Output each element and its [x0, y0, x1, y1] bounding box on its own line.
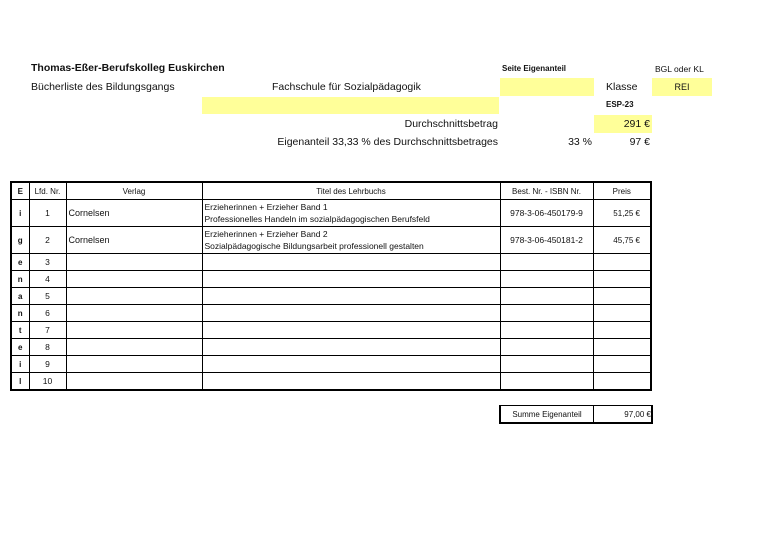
sum-value: 97,00 €: [624, 410, 651, 419]
program-name: Fachschule für Sozialpädagogik: [272, 81, 421, 93]
title-line-1: Erzieherinnen + Erzieher Band 1: [204, 202, 328, 212]
seite-eigenanteil-label: Seite Eigenanteil: [502, 64, 567, 73]
seite-eigenanteil-field[interactable]: [500, 78, 594, 96]
header-titel: Titel des Lehrbuchs: [202, 182, 500, 200]
isbn-cell[interactable]: [500, 288, 593, 305]
durchschnitt-value[interactable]: 291 €: [623, 118, 650, 130]
row-number: 3: [29, 254, 66, 271]
durchschnitt-label: Durchschnittsbetrag: [404, 118, 498, 130]
side-letter: e: [11, 339, 29, 356]
table-row: [11, 305, 651, 322]
klasse-value[interactable]: REI: [674, 82, 690, 92]
verlag-cell[interactable]: [66, 322, 202, 339]
title-cell[interactable]: [202, 339, 500, 356]
table-row: [11, 271, 651, 288]
isbn-cell[interactable]: [500, 373, 593, 391]
title-line-2: Professionelles Handeln im sozialpädagogischen Berufsfeld: [204, 214, 430, 224]
title-cell[interactable]: [202, 254, 500, 271]
title-cell[interactable]: [202, 227, 500, 254]
price-cell[interactable]: [593, 288, 651, 305]
title-cell[interactable]: [202, 271, 500, 288]
bgl-oder-kl-label: BGL oder KL: [655, 64, 704, 74]
verlag-cell[interactable]: [66, 288, 202, 305]
school-name: Thomas-Eßer-Berufskolleg Euskirchen: [31, 62, 225, 74]
isbn-cell[interactable]: 978-3-06-450181-2: [500, 227, 593, 254]
verlag-cell[interactable]: Cornelsen: [66, 227, 202, 254]
book-list-table: [10, 181, 652, 391]
table-row: [11, 356, 651, 373]
title-cell[interactable]: [202, 356, 500, 373]
verlag-cell[interactable]: [66, 305, 202, 322]
price-cell[interactable]: 45,75 €: [593, 227, 651, 254]
eigenanteil-value: 97 €: [629, 136, 650, 148]
isbn-cell[interactable]: [500, 271, 593, 288]
verlag-cell[interactable]: [66, 339, 202, 356]
price-cell[interactable]: [593, 271, 651, 288]
row-number: 7: [29, 322, 66, 339]
klasse-label: Klasse: [606, 81, 638, 93]
side-letter: n: [11, 305, 29, 322]
side-letter: i: [11, 200, 29, 227]
price-cell[interactable]: [593, 305, 651, 322]
table-row: [11, 200, 651, 227]
header-lfd-nr: Lfd. Nr.: [29, 182, 66, 200]
price-cell[interactable]: [593, 356, 651, 373]
verlag-cell[interactable]: [66, 254, 202, 271]
esp-code: ESP-23: [606, 100, 634, 109]
row-number: 4: [29, 271, 66, 288]
table-row: [11, 288, 651, 305]
header-verlag: Verlag: [66, 182, 202, 200]
eigenanteil-percent: 33 %: [568, 136, 592, 148]
header-isbn: Best. Nr. - ISBN Nr.: [500, 182, 593, 200]
side-letter: l: [11, 373, 29, 391]
title-cell[interactable]: [202, 288, 500, 305]
header-e: E: [11, 182, 29, 200]
side-letter: a: [11, 288, 29, 305]
price-cell[interactable]: [593, 373, 651, 391]
title-line-1: Erzieherinnen + Erzieher Band 2: [204, 229, 328, 239]
isbn-cell[interactable]: 978-3-06-450179-9: [500, 200, 593, 227]
title-cell[interactable]: [202, 200, 500, 227]
header-preis: Preis: [593, 182, 651, 200]
eigenanteil-label: Eigenanteil 33,33 % des Durchschnittsbetrages: [277, 136, 498, 148]
title-line-2: Sozialpädagogische Bildungsarbeit professionell gestalten: [204, 241, 424, 251]
verlag-cell[interactable]: [66, 373, 202, 391]
title-cell[interactable]: [202, 305, 500, 322]
title-cell[interactable]: [202, 373, 500, 391]
table-row: [11, 227, 651, 254]
isbn-cell[interactable]: [500, 356, 593, 373]
row-number: 2: [29, 227, 66, 254]
table-row: [11, 373, 651, 391]
side-letter: e: [11, 254, 29, 271]
row-number: 5: [29, 288, 66, 305]
verlag-cell[interactable]: [66, 356, 202, 373]
sum-label: Summe Eigenanteil: [501, 406, 594, 422]
list-title: Bücherliste des Bildungsgangs: [31, 81, 175, 93]
table-row: [11, 322, 651, 339]
price-cell[interactable]: [593, 254, 651, 271]
side-letter: g: [11, 227, 29, 254]
row-number: 1: [29, 200, 66, 227]
table-header-row: [11, 182, 651, 200]
sum-box: [499, 405, 653, 424]
row-number: 10: [29, 373, 66, 391]
program-extra-field[interactable]: [202, 97, 499, 114]
table-row: [11, 339, 651, 356]
price-cell[interactable]: [593, 339, 651, 356]
isbn-cell[interactable]: [500, 322, 593, 339]
row-number: 8: [29, 339, 66, 356]
isbn-cell[interactable]: [500, 305, 593, 322]
price-cell[interactable]: [593, 322, 651, 339]
side-letter: n: [11, 271, 29, 288]
side-letter: t: [11, 322, 29, 339]
title-cell[interactable]: [202, 322, 500, 339]
price-cell[interactable]: 51,25 €: [593, 200, 651, 227]
verlag-cell[interactable]: Cornelsen: [66, 200, 202, 227]
row-number: 9: [29, 356, 66, 373]
isbn-cell[interactable]: [500, 339, 593, 356]
table-row: [11, 254, 651, 271]
isbn-cell[interactable]: [500, 254, 593, 271]
row-number: 6: [29, 305, 66, 322]
side-letter: i: [11, 356, 29, 373]
verlag-cell[interactable]: [66, 271, 202, 288]
